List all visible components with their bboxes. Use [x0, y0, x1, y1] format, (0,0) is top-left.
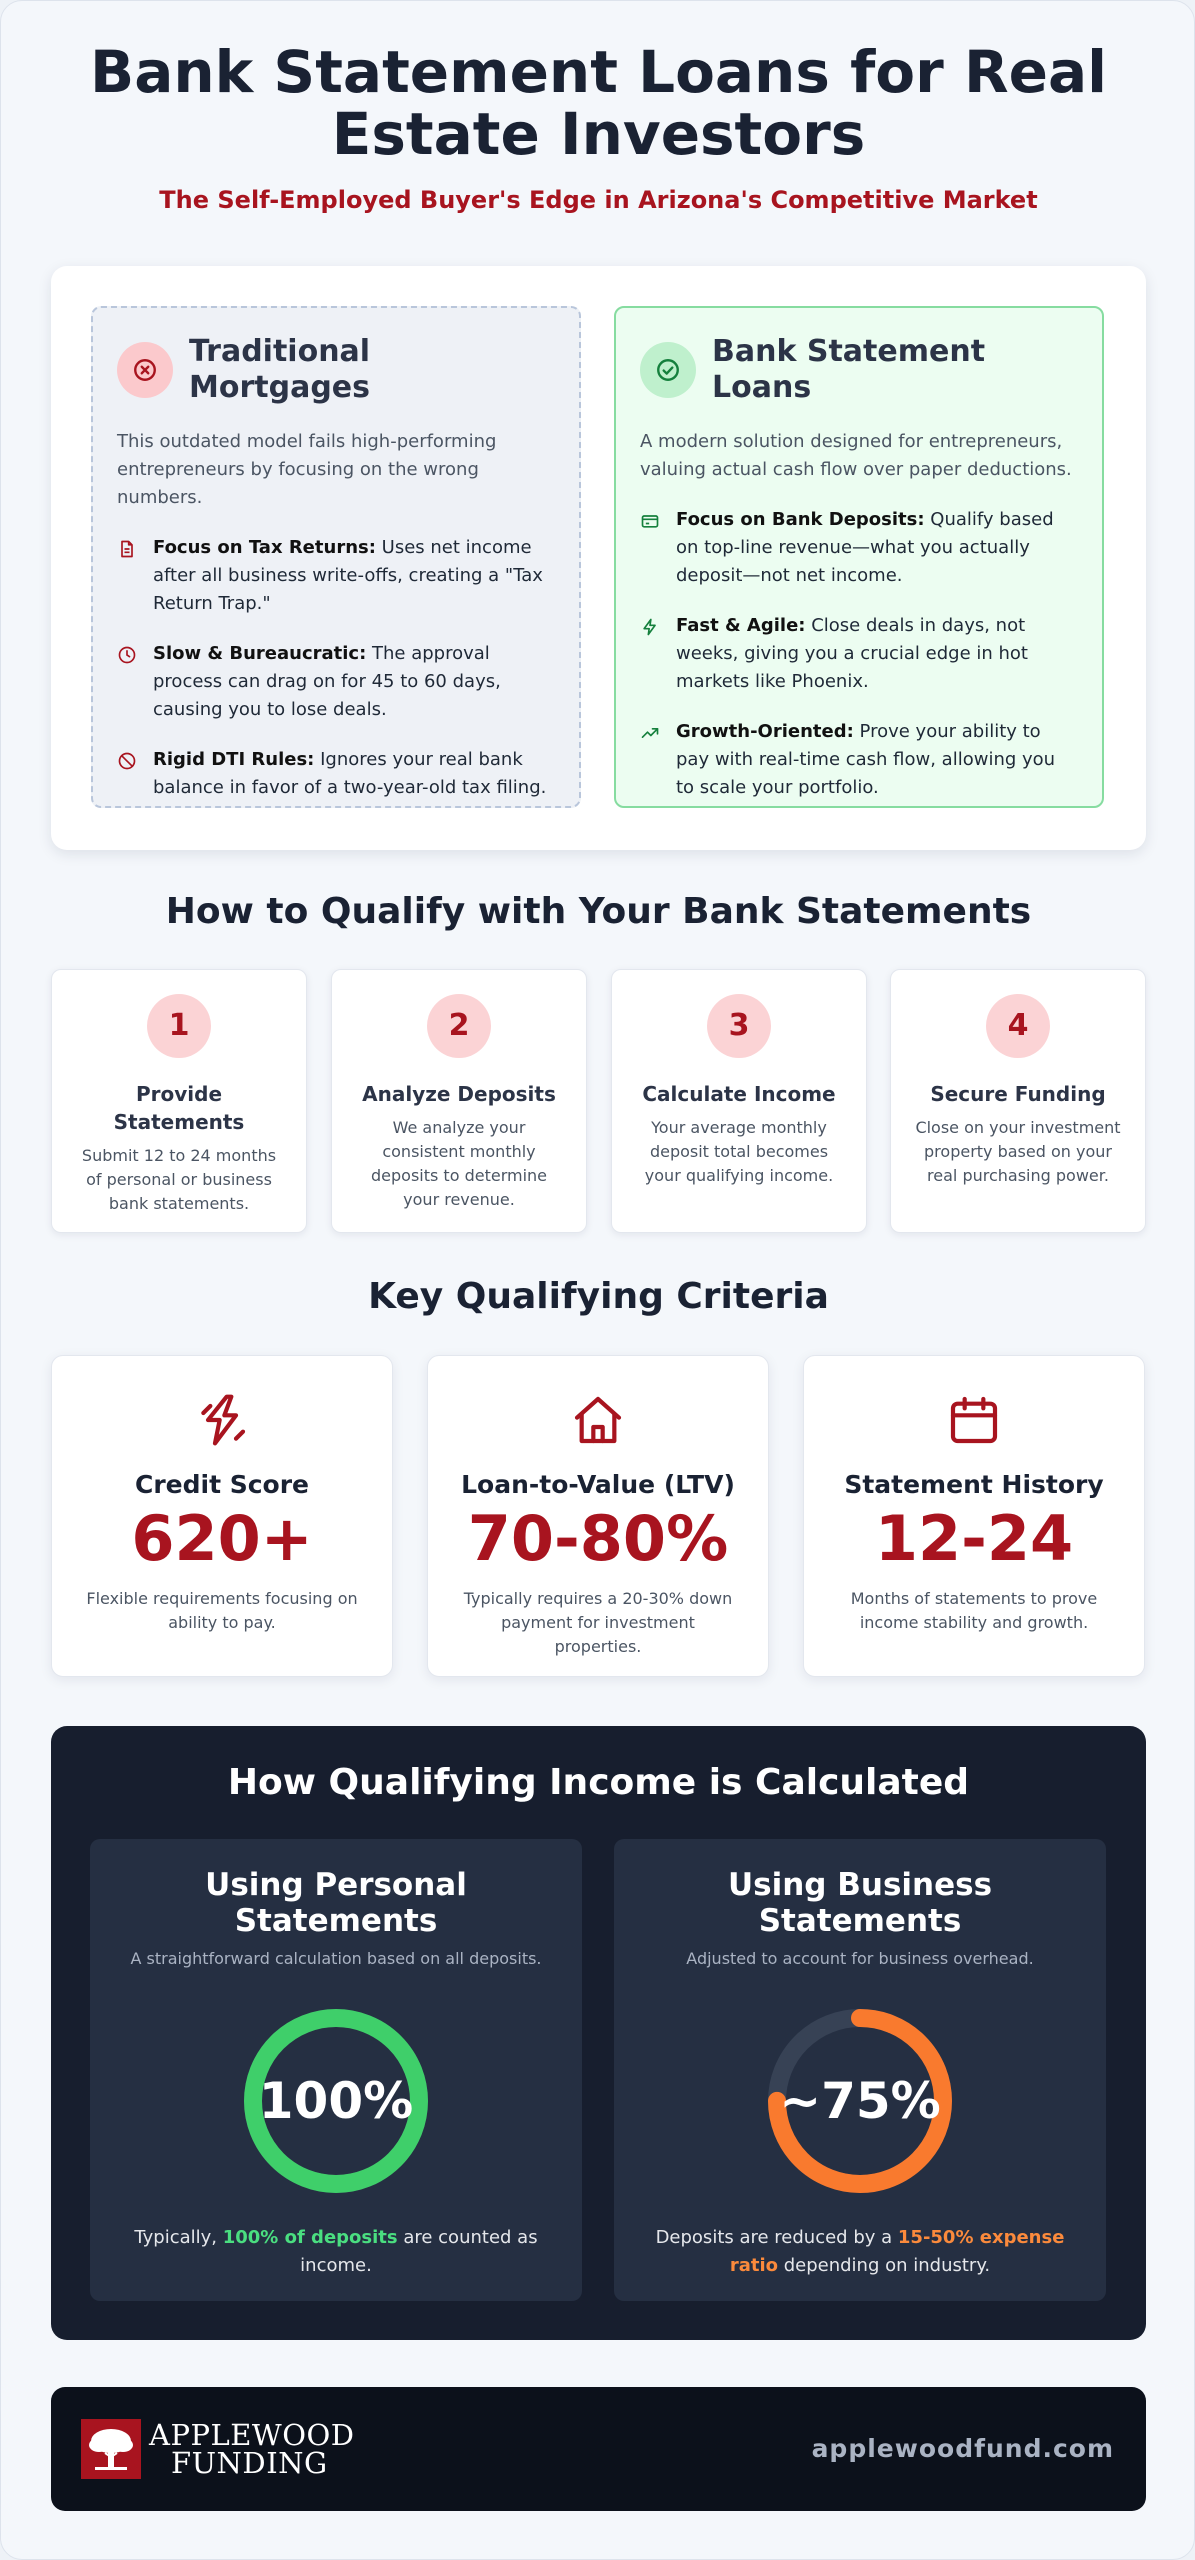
step-number: 2 [427, 994, 491, 1058]
feature-text: The approval process can drag on for 45 to 60 days, causing you to lose deals. [153, 643, 501, 720]
step-card [331, 969, 587, 1233]
traditional-mortgages-panel [91, 306, 581, 808]
step-number: 3 [707, 994, 771, 1058]
trending-up-icon [640, 718, 676, 802]
personal-percentage-ring [241, 2006, 431, 2196]
feature-label: Growth-Oriented: [676, 721, 854, 742]
traditional-feature [117, 534, 555, 618]
logo-line1: APPLEWOOD [149, 2418, 355, 2452]
business-title: Using Business Statements [727, 1867, 993, 1939]
traditional-title: Traditional Mortgages [189, 334, 371, 405]
note-highlight: 100% of deposits [222, 2227, 398, 2248]
credit-card-icon [640, 506, 676, 590]
calendar-icon [834, 1392, 1114, 1452]
step-card [51, 969, 307, 1233]
criteria-card [51, 1355, 393, 1677]
step-number: 1 [147, 994, 211, 1058]
step-description: Submit 12 to 24 months of personal or business bank statements. [81, 1146, 277, 1213]
criteria-description: Flexible requirements focusing on ability to pay. [86, 1589, 358, 1632]
house-icon [458, 1392, 738, 1452]
criteria-value: 620+ [131, 1502, 313, 1575]
bank-feature [640, 718, 1078, 802]
feature-label: Fast & Agile: [676, 615, 806, 636]
x-circle-icon [117, 342, 173, 398]
criteria-title: Loan-to-Value (LTV) [461, 1470, 735, 1499]
step-title: Provide Statements [113, 1082, 245, 1134]
criteria-value: 12-24 [874, 1502, 1074, 1575]
note-highlight: 15-50% expense ratio [729, 2227, 1065, 2276]
traditional-feature [117, 640, 555, 724]
feature-label: Focus on Tax Returns: [153, 537, 376, 558]
criteria-card [427, 1355, 769, 1677]
ring-label: ~75% [779, 2072, 941, 2130]
feature-text: Close deals in days, not weeks, giving you a crucial edge in hot markets like Phoenix. [676, 615, 1028, 692]
feature-label: Rigid DTI Rules: [153, 749, 315, 770]
feature-label: Focus on Bank Deposits: [676, 509, 925, 530]
criteria-title: Statement History [844, 1470, 1104, 1499]
business-statements-card [614, 1839, 1106, 2301]
lightning-icon [82, 1392, 362, 1452]
personal-statements-card [90, 1839, 582, 2301]
feature-text: Prove your ability to pay with real-time cash flow, allowing you to scale your portfolio. [676, 721, 1056, 798]
criteria-description: Months of statements to prove income stability and growth. [850, 1589, 1098, 1632]
comparison-card [51, 266, 1146, 850]
feature-text: Uses net income after all business write-offs, creating a "Tax Return Trap." [153, 537, 543, 614]
step-description: Your average monthly deposit total becomes your qualifying income. [644, 1118, 834, 1185]
note-text: Deposits are reduced by a [655, 2227, 898, 2248]
business-percentage-ring [765, 2006, 955, 2196]
step-number: 4 [986, 994, 1050, 1058]
note-text: are counted as income. [300, 2227, 538, 2276]
personal-subtitle: A straightforward calculation based on all deposits. [130, 1949, 542, 1968]
criteria-card [803, 1355, 1145, 1677]
feature-text: Ignores your real bank balance in favor of a two-year-old tax filing. [153, 749, 547, 798]
page-subtitle: The Self-Employed Buyer's Edge in Arizona's Competitive Market [159, 186, 1038, 214]
step-card [890, 969, 1146, 1233]
business-note [644, 2224, 1076, 2280]
step-title: Analyze Deposits [362, 1082, 556, 1106]
step-title: Secure Funding [930, 1082, 1106, 1106]
logo-line2: FUNDING [171, 2446, 328, 2480]
bank-feature [640, 612, 1078, 696]
step-description: Close on your investment property based on your real purchasing power. [915, 1118, 1121, 1185]
criteria-section-title: Key Qualifying Criteria [368, 1276, 829, 1317]
ban-icon [117, 746, 153, 802]
feature-text: Qualify based on top-line revenue—what you actually deposit—not net income. [676, 509, 1054, 586]
website-link[interactable]: applewoodfund.com [811, 2434, 1114, 2463]
note-text: Typically, [134, 2227, 223, 2248]
clock-icon [117, 640, 153, 724]
feature-label: Slow & Bureaucratic: [153, 643, 367, 664]
bank-feature [640, 506, 1078, 590]
criteria-description: Typically requires a 20-30% down payment for investment properties. [463, 1589, 733, 1656]
document-icon [117, 534, 153, 618]
traditional-feature [117, 746, 555, 802]
page-title: Bank Statement Loans for Real Estate Investors [90, 38, 1107, 168]
steps-section-title: How to Qualify with Your Bank Statements [165, 891, 1032, 932]
bank-title: Bank Statement Loans [712, 334, 986, 405]
business-subtitle: Adjusted to account for business overhead. [686, 1949, 1034, 1968]
applewood-logo[interactable] [81, 2419, 355, 2479]
tree-icon [81, 2419, 141, 2479]
lightning-icon [640, 612, 676, 696]
criteria-title: Credit Score [134, 1470, 310, 1499]
traditional-description: This outdated model fails high-performing entrepreneurs by focusing on the wrong numbers. [117, 431, 497, 508]
check-circle-icon [640, 342, 696, 398]
personal-note [120, 2224, 552, 2280]
personal-title: Using Personal Statements [205, 1867, 467, 1939]
bank-description: A modern solution designed for entrepreneurs, valuing actual cash flow over paper deductions. [640, 431, 1072, 480]
step-card [611, 969, 867, 1233]
calculation-title: How Qualifying Income is Calculated [227, 1762, 970, 1803]
step-description: We analyze your consistent monthly deposits to determine your revenue. [371, 1118, 547, 1209]
criteria-value: 70-80% [467, 1502, 729, 1575]
step-title: Calculate Income [642, 1082, 836, 1106]
ring-label: 100% [258, 2072, 414, 2130]
note-text: depending on industry. [778, 2255, 991, 2276]
bank-statement-loans-panel [614, 306, 1104, 808]
calculation-section [51, 1726, 1146, 2340]
footer [51, 2387, 1146, 2511]
